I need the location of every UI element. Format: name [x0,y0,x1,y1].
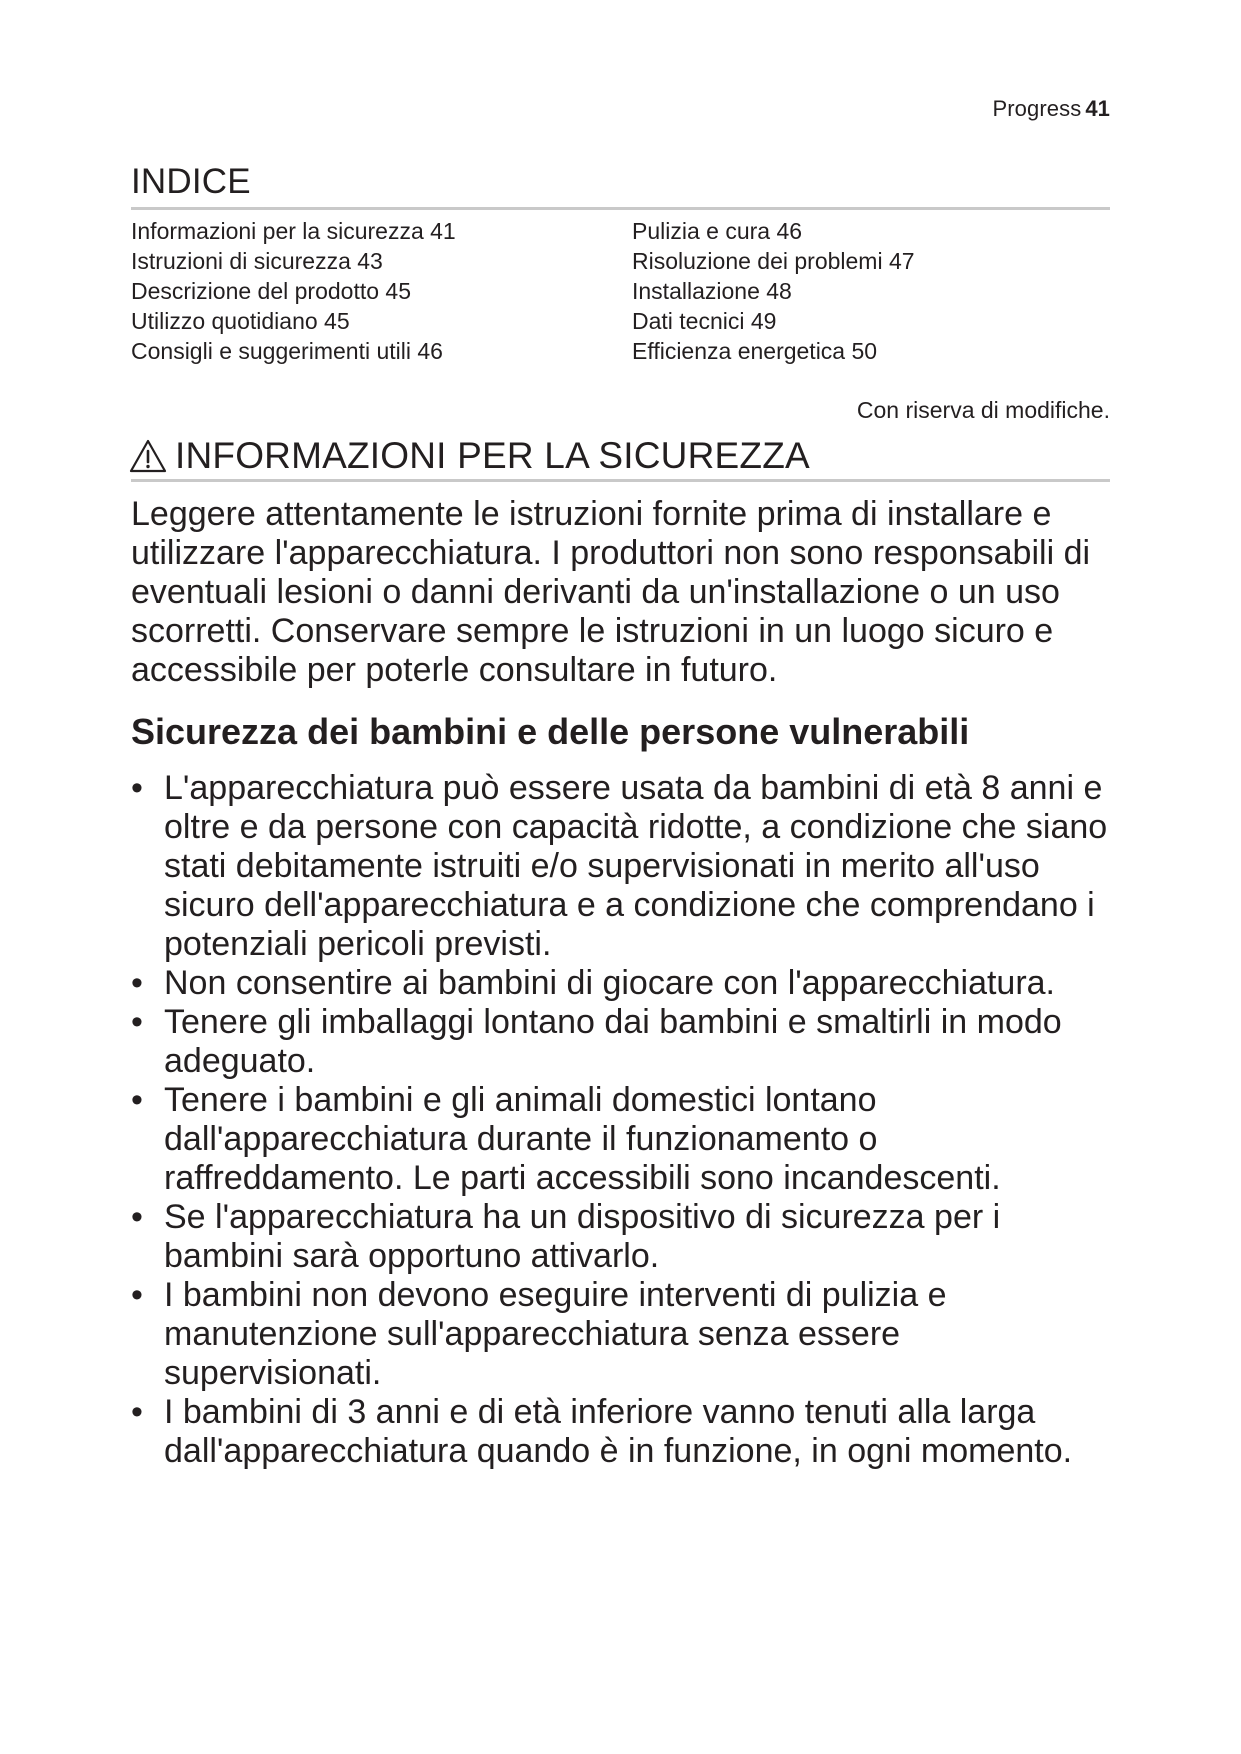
toc-item: Istruzioni di sicurezza 43 [131,248,383,274]
toc-item: Consigli e suggerimenti utili 46 [131,338,443,364]
brand-name: Progress [992,96,1082,121]
index-divider [131,207,1110,210]
list-item-text: I bambini non devono eseguire interventi di pulizia e manutenzione sull'apparecchiatura senza essere supervisionati. [164,1276,947,1392]
bullet-point: • [131,1003,143,1041]
safety-intro-paragraph: Leggere attentamente le istruzioni fornite prima di installare e utilizzare l'apparecchiatura. I produttori non sono responsabili di eventuali lesioni o danni derivanti da un'installazione o un uso scorretti. Conservare sempre le istruzioni in un luogo sicuro e accessibile per poterle consultare in futuro. [131,495,1091,689]
bullet-point: • [131,1393,143,1431]
list-item [131,1081,1111,1198]
page-header [992,96,1110,122]
list-item-text: I bambini di 3 anni e di età inferiore vanno tenuti alla larga dall'apparecchiatura quando è in funzione, in ogni momento. [164,1393,1073,1470]
list-item-text: Tenere i bambini e gli animali domestici lontano dall'apparecchiatura durante il funzionamento o raffreddamento. Le parti accessibili sono incandescenti. [164,1081,1001,1197]
toc-item: Dati tecnici 49 [632,308,777,334]
reserve-note: Con riserva di modifiche. [856,397,1110,423]
list-item-text: Se l'apparecchiatura ha un dispositivo di sicurezza per i bambini sarà opportuno attivarlo. [164,1198,1001,1275]
toc-item: Descrizione del prodotto 45 [131,278,411,304]
list-item [131,1276,1111,1393]
children-safety-list [131,769,1111,1471]
safety-divider [131,479,1110,482]
toc-right-column [632,216,915,366]
toc-item: Efficienza energetica 50 [632,338,878,364]
children-safety-subtitle: Sicurezza dei bambini e delle persone vulnerabili [131,711,970,752]
page-number: 41 [1085,96,1110,121]
safety-title-text: INFORMAZIONI PER LA SICUREZZA [175,435,810,476]
list-item-text: Tenere gli imballaggi lontano dai bambini e smaltirli in modo adeguato. [164,1003,1062,1080]
list-item [131,1393,1111,1471]
toc-item: Pulizia e cura 46 [632,218,803,244]
index-title: INDICE [131,162,251,201]
bullet-point: • [131,964,143,1002]
toc-left-column [131,216,456,366]
bullet-point: • [131,769,143,807]
list-item [131,1198,1111,1276]
safety-section-title [129,435,810,477]
list-item [131,1003,1111,1081]
bullet-point: • [131,1276,143,1314]
bullet-point: • [131,1081,143,1119]
toc-item: Installazione 48 [632,278,792,304]
list-item-text: Non consentire ai bambini di giocare con l'apparecchiatura. [164,964,1056,1002]
list-item [131,964,1111,1003]
toc-item: Utilizzo quotidiano 45 [131,308,350,334]
toc-item: Informazioni per la sicurezza 41 [131,218,456,244]
list-item-text: L'apparecchiatura può essere usata da bambini di età 8 anni e oltre e da persone con capacità ridotte, a condizione che siano stati debitamente istruiti e/o supervisionati in merito all'uso sicuro dell'apparecchiatura e a condizione che comprendano i potenziali pericoli previsti. [164,769,1108,963]
toc-item: Risoluzione dei problemi 47 [632,248,915,274]
warning-triangle-icon [129,439,167,473]
list-item [131,769,1111,964]
bullet-point: • [131,1198,143,1236]
